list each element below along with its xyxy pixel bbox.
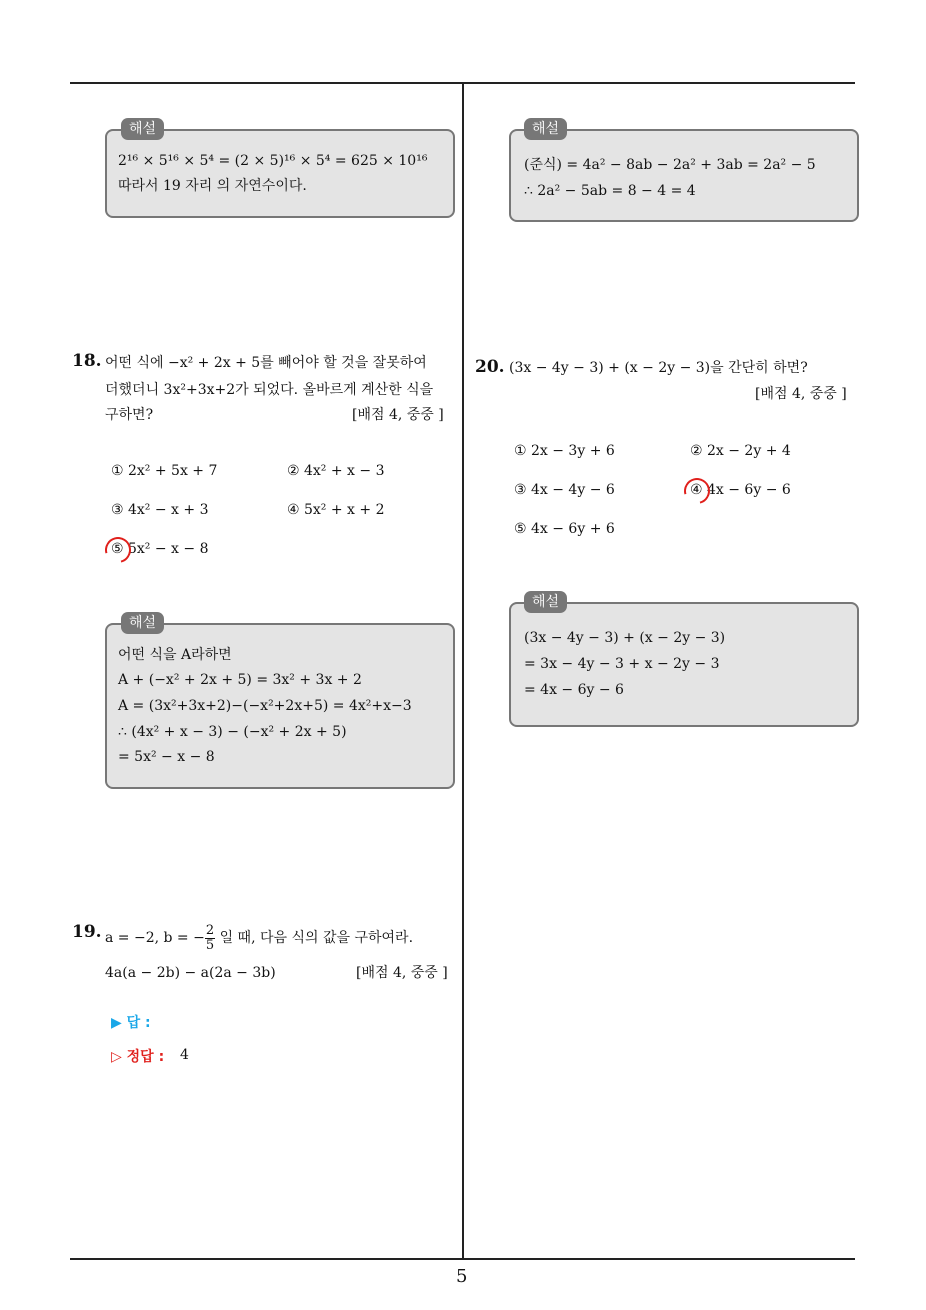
option-4[interactable]: ④ 4x − 6y − 6 bbox=[690, 482, 791, 498]
solution-tag: 해설 bbox=[524, 118, 567, 140]
option-2[interactable]: ② 2x − 2y + 4 bbox=[690, 443, 791, 459]
option-3[interactable]: ③ 4x − 4y − 6 bbox=[514, 482, 615, 498]
fraction bbox=[205, 924, 215, 953]
option-3[interactable]: ③ 4x² − x + 3 bbox=[111, 502, 209, 518]
solution-line: = 3x − 4y − 3 + x − 2y − 3 bbox=[524, 656, 720, 672]
fraction-numerator: 2 bbox=[205, 922, 215, 938]
option-1[interactable]: ① 2x² + 5x + 7 bbox=[111, 463, 218, 479]
question-number: 18. bbox=[72, 351, 102, 371]
question-text: (3x − 4y − 3) + (x − 2y − 3)을 간단히 하면? bbox=[509, 360, 808, 376]
solution-line: ∴ 2a² − 5ab = 8 − 4 = 4 bbox=[524, 183, 696, 199]
question-text-post: 일 때, 다음 식의 값을 구하여라. bbox=[215, 930, 414, 946]
solution-line: A + (−x² + 2x + 5) = 3x² + 3x + 2 bbox=[118, 672, 362, 688]
solution-box-17 bbox=[105, 129, 455, 218]
correct-answer-label: ▷ 정답 : bbox=[111, 1049, 165, 1065]
question-number: 19. bbox=[72, 922, 102, 942]
option-1[interactable]: ① 2x − 3y + 6 bbox=[514, 443, 615, 459]
question-text: 어떤 식에 −x² + 2x + 5를 빼어야 할 것을 잘못하여 bbox=[105, 355, 427, 371]
option-5[interactable]: ⑤ 4x − 6y + 6 bbox=[514, 521, 615, 537]
question-text bbox=[105, 920, 413, 956]
solution-box-prev bbox=[509, 129, 859, 222]
question-text: 더했더니 3x²+3x+2가 되었다. 올바르게 계산한 식을 bbox=[105, 382, 434, 398]
question-number: 20. bbox=[475, 357, 505, 377]
correct-answer-value: 4 bbox=[180, 1047, 189, 1063]
option-5[interactable]: ⑤ 5x² − x − 8 bbox=[111, 541, 209, 557]
answer-input-label[interactable]: ▶ 답 : bbox=[111, 1015, 151, 1031]
solution-line: = 4x − 6y − 6 bbox=[524, 682, 624, 698]
solution-line: 2¹⁶ × 5¹⁶ × 5⁴ = (2 × 5)¹⁶ × 5⁴ = 625 × 10¹⁶ bbox=[118, 153, 428, 169]
question-text: 구하면? bbox=[105, 407, 154, 423]
solution-tag: 해설 bbox=[524, 591, 567, 613]
question-text-pre: a = −2, b = − bbox=[105, 930, 205, 946]
option-4[interactable]: ④ 5x² + x + 2 bbox=[287, 502, 385, 518]
solution-line: (3x − 4y − 3) + (x − 2y − 3) bbox=[524, 630, 726, 646]
solution-line: 어떤 식을 A라하면 bbox=[118, 647, 232, 663]
question-meta: [배점 4, 중중 ] bbox=[356, 965, 448, 981]
solution-tag: 해설 bbox=[121, 118, 164, 140]
bottom-rule bbox=[70, 1258, 855, 1260]
option-2[interactable]: ② 4x² + x − 3 bbox=[287, 463, 385, 479]
fraction-denominator: 5 bbox=[205, 937, 215, 953]
question-meta: [배점 4, 중중 ] bbox=[755, 386, 847, 402]
page-number: 5 bbox=[456, 1266, 468, 1287]
solution-line: = 5x² − x − 8 bbox=[118, 749, 215, 765]
column-divider bbox=[462, 84, 464, 1259]
solution-line: 따라서 19 자리 의 자연수이다. bbox=[118, 178, 307, 194]
question-meta: [배점 4, 중중 ] bbox=[352, 407, 444, 423]
solution-tag: 해설 bbox=[121, 612, 164, 634]
correct-answer-circle bbox=[100, 532, 136, 568]
solution-line: A = (3x²+3x+2)−(−x²+2x+5) = 4x²+x−3 bbox=[118, 698, 412, 714]
solution-line: ∴ (4x² + x − 3) − (−x² + 2x + 5) bbox=[118, 724, 347, 740]
solution-line: (준식) = 4a² − 8ab − 2a² + 3ab = 2a² − 5 bbox=[524, 157, 816, 173]
question-expression: 4a(a − 2b) − a(2a − 3b) bbox=[105, 965, 276, 981]
correct-answer-circle bbox=[679, 473, 715, 509]
